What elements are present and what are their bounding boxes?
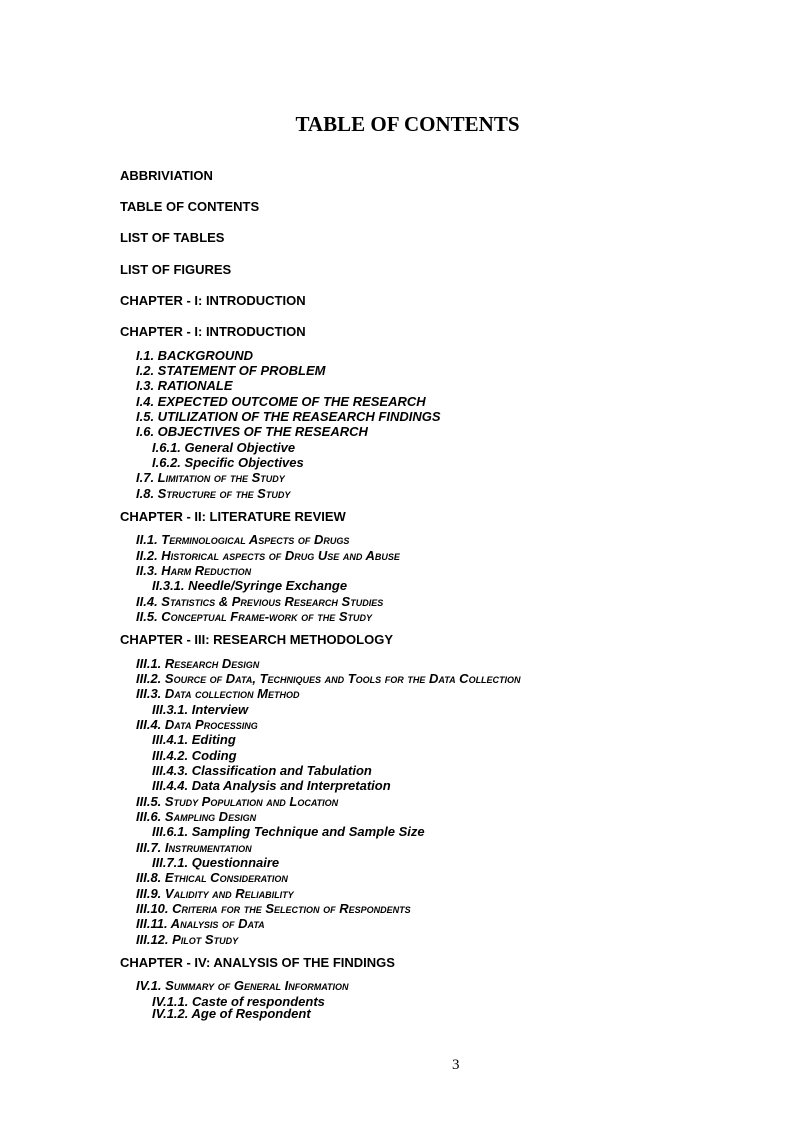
toc-section: III.7. Instrumentation: [136, 840, 252, 855]
toc-section: III.5. Study Population and Location: [136, 794, 339, 809]
toc-subsection: I.6.2. Specific Objectives: [152, 455, 304, 470]
toc-section: III.1. Research Design: [136, 656, 260, 671]
toc-section: III.8. Ethical Consideration: [136, 870, 288, 885]
toc-subsection: III.6.1. Sampling Technique and Sample Size: [152, 824, 425, 839]
toc-section: I.4. EXPECTED OUTCOME OF THE RESEARCH: [136, 394, 426, 409]
toc-section: II.3. Harm Reduction: [136, 563, 252, 578]
toc-section: III.3. Data collection Method: [136, 686, 300, 701]
toc-subsection: III.3.1. Interview: [152, 702, 249, 717]
toc-subsection: III.7.1. Questionnaire: [152, 855, 280, 870]
toc-section: III.10. Criteria for the Selection of Respondents: [136, 901, 411, 916]
toc-section: II.4. Statistics & Previous Research Studies: [136, 594, 384, 609]
toc-section: III.11. Analysis of Data: [136, 916, 265, 931]
toc-subsection: I.6.1. General Objective: [152, 440, 296, 455]
toc-section: III.9. Validity and Reliability: [136, 886, 294, 901]
toc-subsection: IV.1.1. Caste of respondents: [152, 994, 325, 1009]
toc-entry: LIST OF FIGURES: [120, 262, 232, 277]
toc-section: I.1. BACKGROUND: [136, 348, 254, 363]
toc-subsection: II.3.1. Needle/Syringe Exchange: [152, 578, 348, 593]
toc-entry: CHAPTER - I: INTRODUCTION: [120, 293, 306, 308]
chapter-heading: CHAPTER - IV: ANALYSIS OF THE FINDINGS: [120, 955, 395, 970]
toc-entry: ABBRIVIATION: [120, 168, 213, 183]
chapter-heading: CHAPTER - II: LITERATURE REVIEW: [120, 509, 346, 524]
toc-entry: LIST OF TABLES: [120, 230, 225, 245]
page-number: 3: [452, 1057, 460, 1073]
toc-section: III.2. Source of Data, Techniques and Tools for the Data Collection: [136, 671, 521, 686]
toc-section: III.12. Pilot Study: [136, 932, 239, 947]
toc-subsection: III.4.3. Classification and Tabulation: [152, 763, 372, 778]
toc-subsection: III.4.1. Editing: [152, 732, 236, 747]
toc-entry: TABLE OF CONTENTS: [120, 199, 260, 214]
toc-subsection: III.4.4. Data Analysis and Interpretation: [152, 778, 391, 793]
toc-section: I.8. Structure of the Study: [136, 486, 291, 501]
toc-section: II.5. Conceptual Frame-work of the Study: [136, 609, 373, 624]
toc-subsection: III.4.2. Coding: [152, 748, 237, 763]
toc-section: I.7. Limitation of the Study: [136, 470, 285, 485]
page-title: TABLE OF CONTENTS: [295, 112, 520, 136]
chapter-heading: CHAPTER - III: RESEARCH METHODOLOGY: [120, 632, 394, 647]
toc-section: III.6. Sampling Design: [136, 809, 257, 824]
toc-section: I.5. UTILIZATION OF THE REASEARCH FINDINGS: [136, 409, 441, 424]
toc-section: IV.1. Summary of General Information: [136, 978, 349, 993]
chapter-heading: CHAPTER - I: INTRODUCTION: [120, 324, 306, 339]
toc-section: I.3. RATIONALE: [136, 378, 233, 393]
toc-subsection: IV.1.2. Age of Respondent: [152, 1006, 311, 1021]
toc-section: I.6. OBJECTIVES OF THE RESEARCH: [136, 424, 368, 439]
toc-section: II.1. Terminological Aspects of Drugs: [136, 532, 350, 547]
toc-section: III.4. Data Processing: [136, 717, 258, 732]
toc-section: I.2. STATEMENT OF PROBLEM: [136, 363, 326, 378]
toc-section: II.2. Historical aspects of Drug Use and Abuse: [136, 548, 400, 563]
